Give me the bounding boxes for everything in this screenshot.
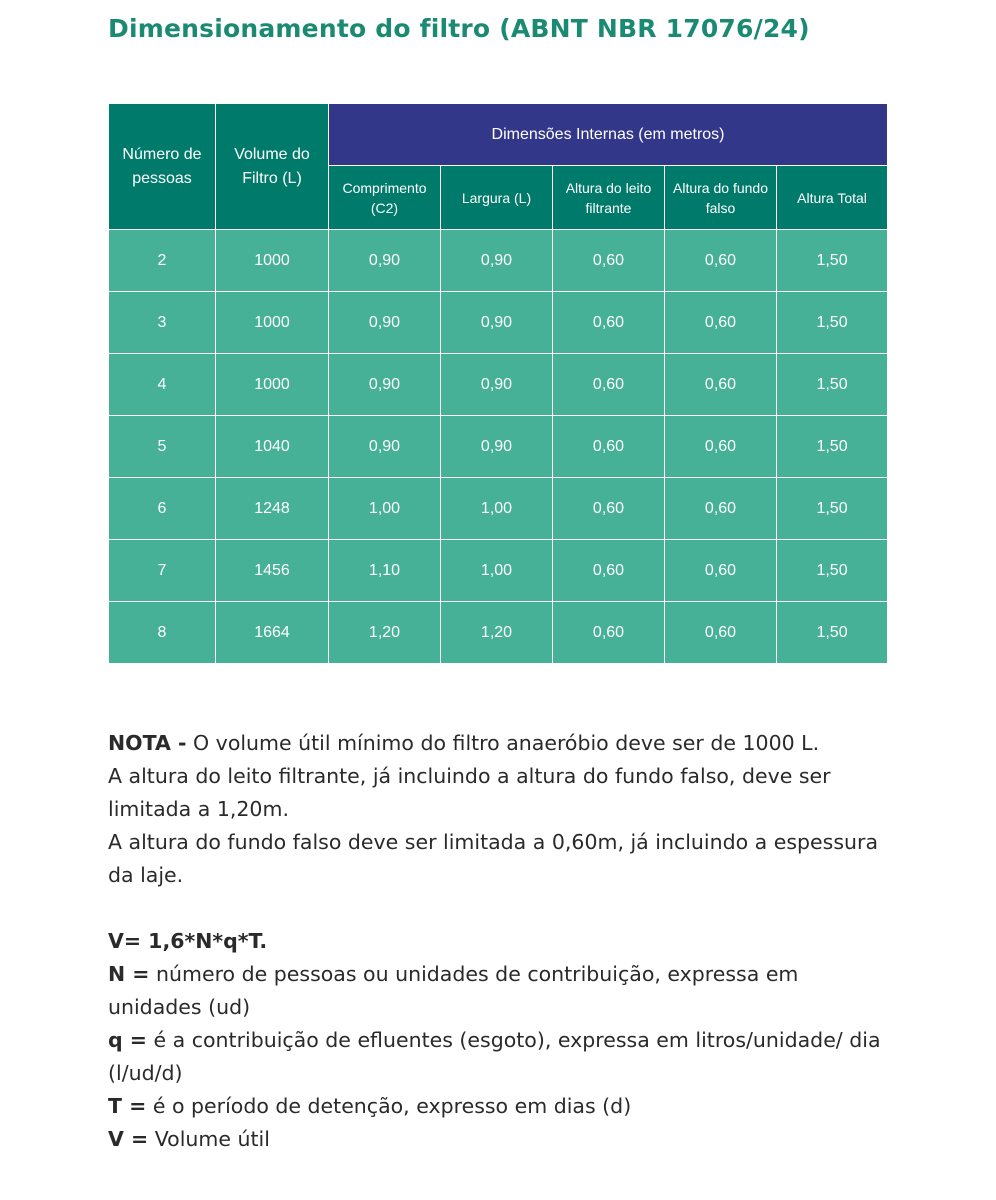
cell-total-height: 1,50 [777,230,888,292]
cell-false-bottom: 0,60 [665,540,777,602]
cell-bed-height: 0,60 [553,540,665,602]
formula-t [108,1090,888,1123]
table-row [109,602,888,664]
cell-volume: 1000 [216,292,329,354]
cell-length: 0,90 [329,354,441,416]
note-line-3: A altura do fundo falso deve ser limitada a 0,60m, já incluindo a espessura da laje. [108,830,879,887]
note-paragraph-1 [108,727,888,760]
header-people: Número de pessoas [109,104,216,230]
cell-total-height: 1,50 [777,478,888,540]
cell-width: 0,90 [441,230,553,292]
cell-people: 3 [109,292,216,354]
cell-total-height: 1,50 [777,354,888,416]
formula-n-text: número de pessoas ou unidades de contribuição, expressa em unidades (ud) [108,962,799,1019]
note-line-1: O volume útil mínimo do filtro anaeróbio deve ser de 1000 L. [193,731,820,755]
cell-bed-height: 0,60 [553,354,665,416]
cell-length: 1,00 [329,478,441,540]
cell-width: 1,20 [441,602,553,664]
cell-people: 8 [109,602,216,664]
formula-v-label: V = [108,1127,149,1151]
formula-q-text: é a contribuição de efluentes (esgoto), expressa em litros/unidade/ dia (l/ud/d) [108,1028,881,1085]
header-width: Largura (L) [441,166,553,230]
cell-volume: 1000 [216,354,329,416]
cell-people: 4 [109,354,216,416]
cell-length: 0,90 [329,230,441,292]
formula-q-label: q = [108,1028,147,1052]
formula-n [108,958,888,1024]
formula-n-label: N = [108,962,150,986]
cell-volume: 1000 [216,230,329,292]
note-label: NOTA - [108,731,187,755]
cell-people: 5 [109,416,216,478]
cell-people: 7 [109,540,216,602]
formula-v-text: Volume útil [154,1127,270,1151]
filter-dimensions-table [108,103,888,664]
table-row [109,292,888,354]
formula-t-text: é o período de detenção, expresso em dias (d) [152,1094,632,1118]
cell-length: 1,20 [329,602,441,664]
cell-total-height: 1,50 [777,416,888,478]
page-title: Dimensionamento do filtro (ABNT NBR 17076/24) [108,14,810,43]
cell-length: 0,90 [329,416,441,478]
formula-v [108,1123,888,1156]
header-internal-dimensions: Dimensões Internas (em metros) [329,104,888,166]
formula-q [108,1024,888,1090]
cell-width: 0,90 [441,292,553,354]
cell-false-bottom: 0,60 [665,230,777,292]
cell-volume: 1248 [216,478,329,540]
cell-length: 0,90 [329,292,441,354]
cell-bed-height: 0,60 [553,230,665,292]
formula-t-label: T = [108,1094,147,1118]
cell-width: 0,90 [441,416,553,478]
cell-false-bottom: 0,60 [665,478,777,540]
note-line-2: A altura do leito filtrante, já incluindo a altura do fundo falso, deve ser limitada a 1,20m. [108,764,831,821]
cell-false-bottom: 0,60 [665,354,777,416]
header-total-height: Altura Total [777,166,888,230]
formula-equation [108,925,888,958]
table-row [109,230,888,292]
cell-people: 6 [109,478,216,540]
cell-width: 0,90 [441,354,553,416]
cell-total-height: 1,50 [777,602,888,664]
cell-false-bottom: 0,60 [665,292,777,354]
cell-people: 2 [109,230,216,292]
cell-width: 1,00 [441,540,553,602]
cell-total-height: 1,50 [777,540,888,602]
cell-total-height: 1,50 [777,292,888,354]
notes-section [108,727,888,1156]
header-false-bottom: Altura do fundo falso [665,166,777,230]
cell-volume: 1456 [216,540,329,602]
cell-false-bottom: 0,60 [665,416,777,478]
table-row [109,540,888,602]
cell-width: 1,00 [441,478,553,540]
table-row [109,354,888,416]
cell-volume: 1664 [216,602,329,664]
header-volume: Volume do Filtro (L) [216,104,329,230]
header-bed-height: Altura do leito filtrante [553,166,665,230]
cell-bed-height: 0,60 [553,602,665,664]
cell-bed-height: 0,60 [553,292,665,354]
table-row [109,416,888,478]
cell-false-bottom: 0,60 [665,602,777,664]
formula-equation-text: V= 1,6*N*q*T. [108,929,268,953]
cell-volume: 1040 [216,416,329,478]
header-length: Comprimento (C2) [329,166,441,230]
spacer [108,892,888,925]
cell-bed-height: 0,60 [553,478,665,540]
table-row [109,478,888,540]
cell-bed-height: 0,60 [553,416,665,478]
cell-length: 1,10 [329,540,441,602]
